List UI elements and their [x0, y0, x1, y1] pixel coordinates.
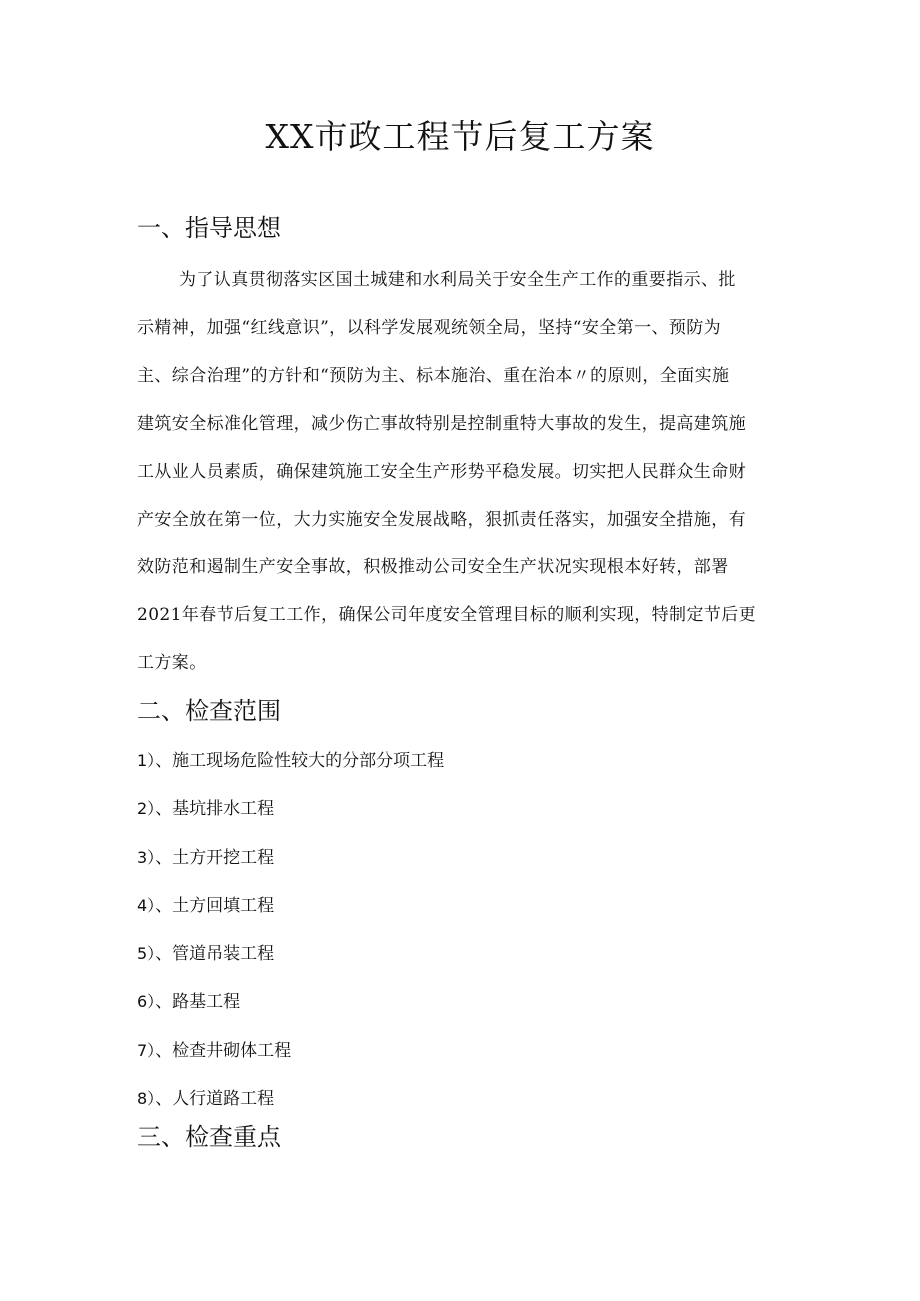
list-item-number: 1） [137, 751, 156, 770]
list-item [137, 789, 444, 837]
list-item-number: 6） [137, 992, 156, 1012]
list-item-number: 3） [137, 847, 156, 867]
list-item [137, 982, 444, 1030]
list-item-text: 、基坑排水工程 [155, 799, 275, 820]
paragraph-line: 主、综合治理”的方针和“预防为主、标本施治、重在治本〃的原则，全面实施 [137, 365, 730, 386]
paragraph-line: 产安全放在第一位，大力实施安全发展战略，狠抓责任落实，加强安全措施，有 [137, 509, 746, 530]
paragraph-line: 工方案。 [137, 653, 207, 674]
section-heading-inspection-focus: 三、检查重点 [137, 1123, 281, 1151]
list-item-text: 、人行道路工程 [155, 1089, 275, 1110]
paragraph-line: 为了认真贯彻落实区国土城建和水利局关于安全生产工作的重要指示、批 [179, 270, 736, 290]
section-heading-guiding-ideology: 一、指导思想 [137, 214, 281, 242]
list-item-number: 2） [137, 799, 156, 819]
list-item [137, 1031, 444, 1079]
list-item-text: 、施工现场危险性较大的分部分项工程 [155, 751, 445, 771]
guiding-ideology-paragraph [137, 257, 787, 688]
paragraph-line: 建筑安全标准化管理，减少伤亡事故特别是控制重特大事故的发生，提高建筑施 [137, 413, 746, 434]
list-item [137, 741, 444, 789]
list-item [137, 886, 444, 934]
document-title: XX市政工程节后复工方案 [265, 117, 655, 156]
list-item [137, 934, 444, 982]
list-item-text: 、检查井砌体工程 [155, 1040, 292, 1061]
list-item-number: 7） [137, 1040, 156, 1060]
section-heading-inspection-scope: 二、检查范围 [137, 697, 281, 725]
list-item-text: 、路基工程 [155, 992, 241, 1013]
paragraph-line: 效防范和遏制生产安全事故，积极推动公司安全生产状况实现根本好转，部署 [137, 557, 729, 578]
list-item-text: 、土方回填工程 [155, 895, 275, 916]
inspection-scope-list [137, 741, 444, 1127]
list-item-number: 5） [137, 944, 156, 964]
paragraph-line: 示精神，加强“红线意识”，以科学发展观统领全局，坚持“安全第一、预防为 [137, 317, 722, 338]
list-item-text: 、管道吊装工程 [155, 944, 275, 965]
paragraph-line: 2021年春节后复工工作，确保公司年度安全管理目标的顺利实现，特制定节后更 [137, 605, 757, 626]
list-item-number: 8） [137, 1089, 156, 1109]
list-item [137, 838, 444, 886]
list-item-text: 、土方开挖工程 [155, 847, 275, 868]
list-item-number: 4） [137, 895, 156, 915]
paragraph-line: 工从业人员素质，确保建筑施工安全生产形势平稳发展。切实把人民群众生命财 [137, 461, 746, 482]
